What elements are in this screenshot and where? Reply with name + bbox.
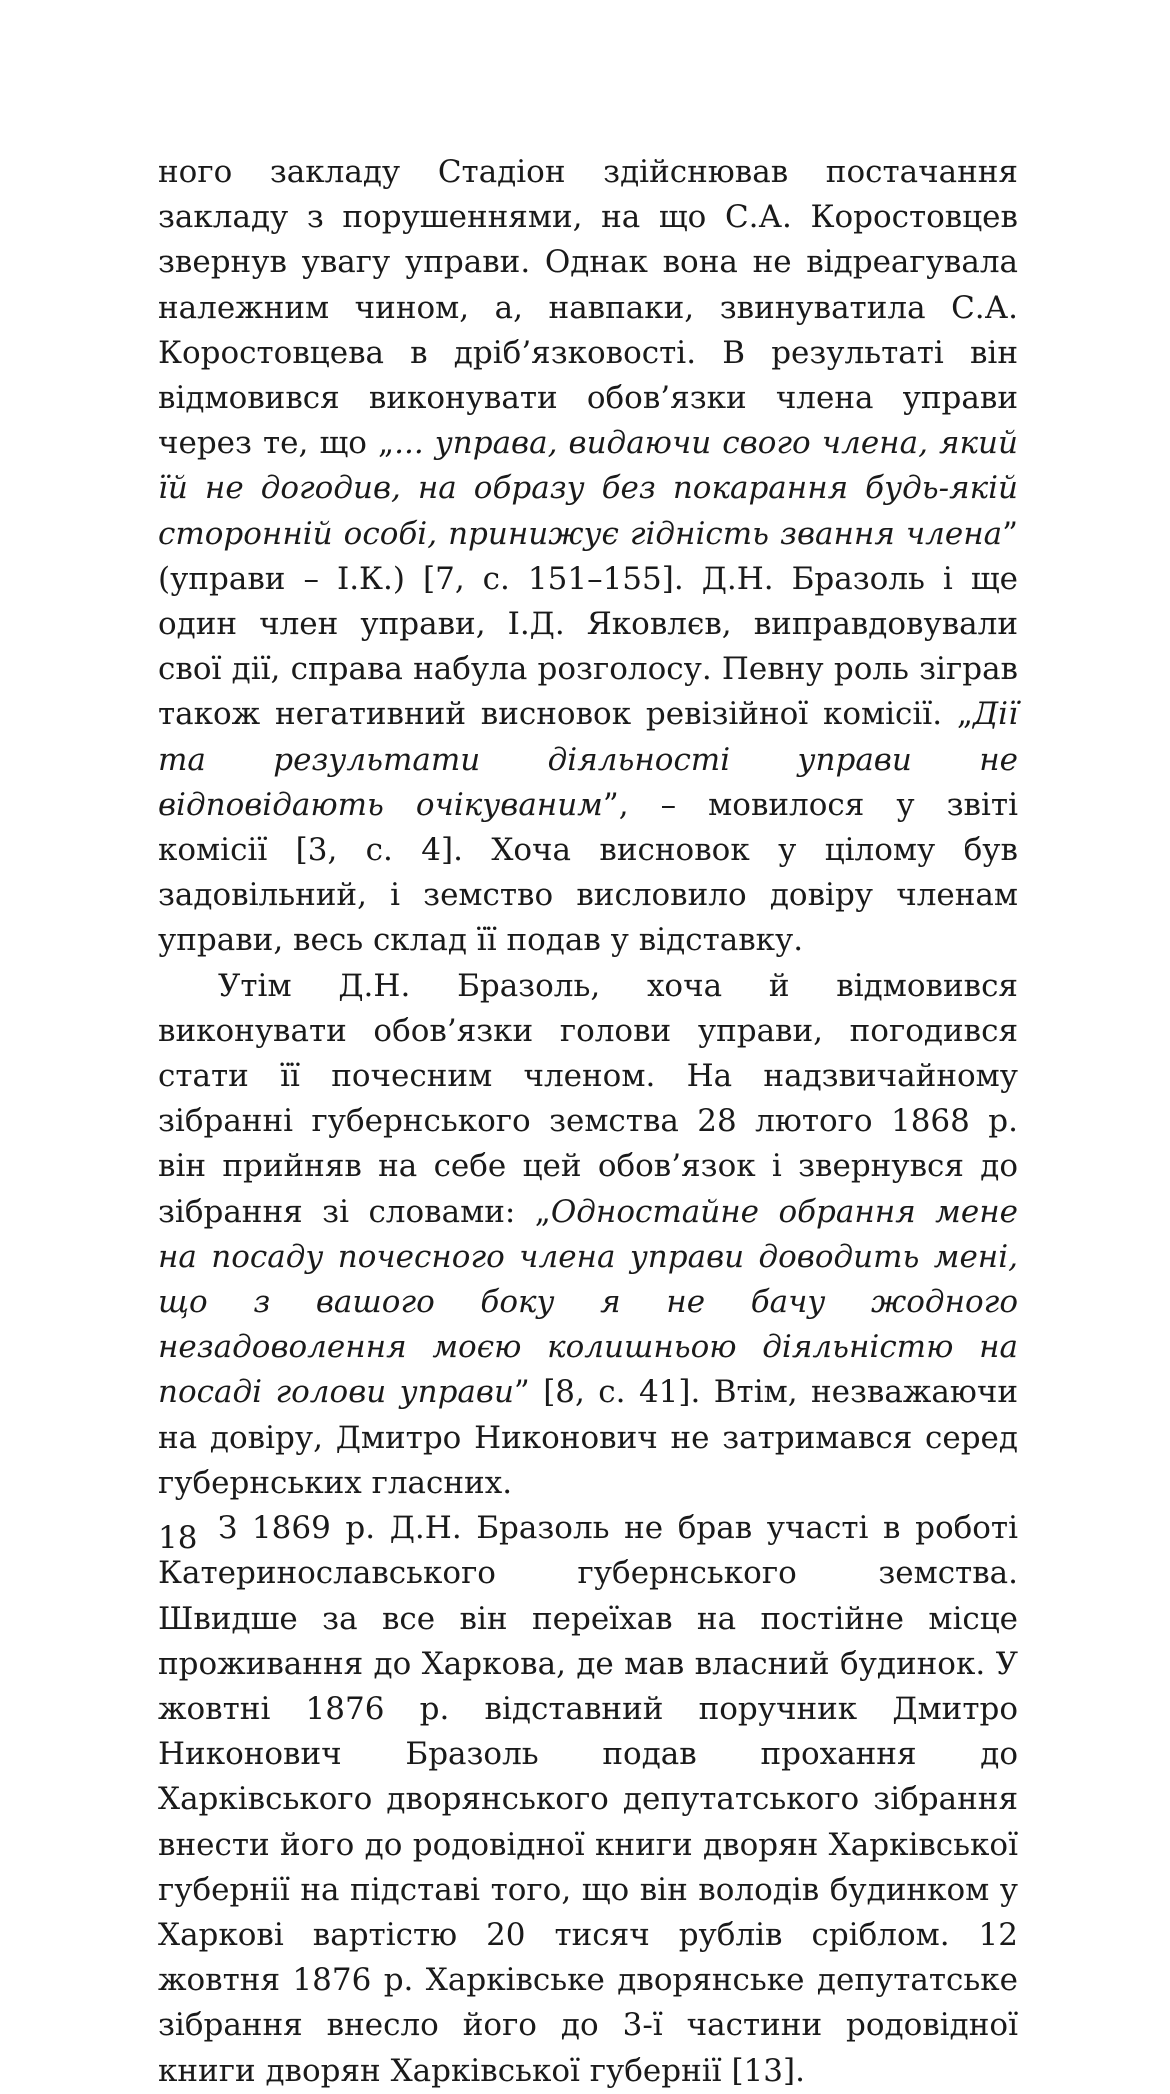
text-run: З 1869 р. Д.Н. Бразоль не брав участі в роботі Катеринославського губернського земства. Швидше за все він переїхав на постійне місце проживання до Харкова, де мав власний будинок. У жовтні 1876 р. відставний поручник Дмитро Никонович Бразоль подав прохання до Харківського дворянського депутатського зібрання внести його до родовідної книги дворян Харківської губернії на підставі того, що він володів будинком у Харкові вартістю 20 тисяч рублів сріблом. 12 жовтня 1876 р. Харківське дворянське депутатське зібрання внесло його до 3-ї частини родовідної книги дворян Харківської губернії [13]. bbox=[158, 1510, 1018, 2089]
text-run: ”, – мовилося у звіті комісії [3, с. 4]. Хоча висновок у цілому був задовільний, і земство висловило довіру членам управи, весь склад її подав у відставку. bbox=[158, 786, 1018, 959]
paragraph-1 bbox=[158, 150, 1018, 964]
quote-run: Одностайне обрання мене на посаду почесного члена управи доводить мені, що з вашого боку я не бачу жодного незадоволення моєю колишньою діяльністю на посаді голови управи bbox=[158, 1193, 1018, 1411]
quote-run: ... управа, видаючи свого члена, який їй не догодив, на образу без покарання будь-якій сторонній особі, принижує гідність звання члена bbox=[158, 425, 1018, 552]
paragraph-3 bbox=[158, 1506, 1018, 2094]
paragraph-2 bbox=[158, 964, 1018, 1506]
text-run: ного закладу Стадіон здійснював постачання закладу з порушеннями, на що С.А. Коростовцев звернув увагу управи. Однак вона не відреагувала належним чином, а, навпаки, звинуватила С.А. Коростовцева в дріб’язковості. В результаті він відмовився виконувати обов’язки члена управи через те, що „ bbox=[158, 154, 1018, 462]
body-text bbox=[158, 150, 1018, 2094]
text-run: ” (управи – І.К.) [7, с. 151–155]. Д.Н. Бразоль і ще один член управи, І.Д. Яковлєв, виправдовували свої дії, справа набула розголосу. Певну роль зіграв також негативний висновок ревізійної комісії. „ bbox=[158, 515, 1018, 733]
text-run: Утім Д.Н. Бразоль, хоча й відмовився виконувати обов’язки голови управи, погодився стати її почесним членом. На надзвичайному зібранні губернського земства 28 лютого 1868 р. він прийняв на себе цей обов’язок і звернувся до зібрання зі словами: „ bbox=[158, 967, 1018, 1230]
text-run: ” [8, с. 41]. Втім, незважаючи на довіру, Дмитро Никонович не затримався серед губернських гласних. bbox=[158, 1374, 1018, 1501]
quote-run: Дії та результати діяльності управи не відповідають очікуваним bbox=[158, 696, 1018, 823]
page-number: 18 bbox=[158, 1520, 198, 1556]
